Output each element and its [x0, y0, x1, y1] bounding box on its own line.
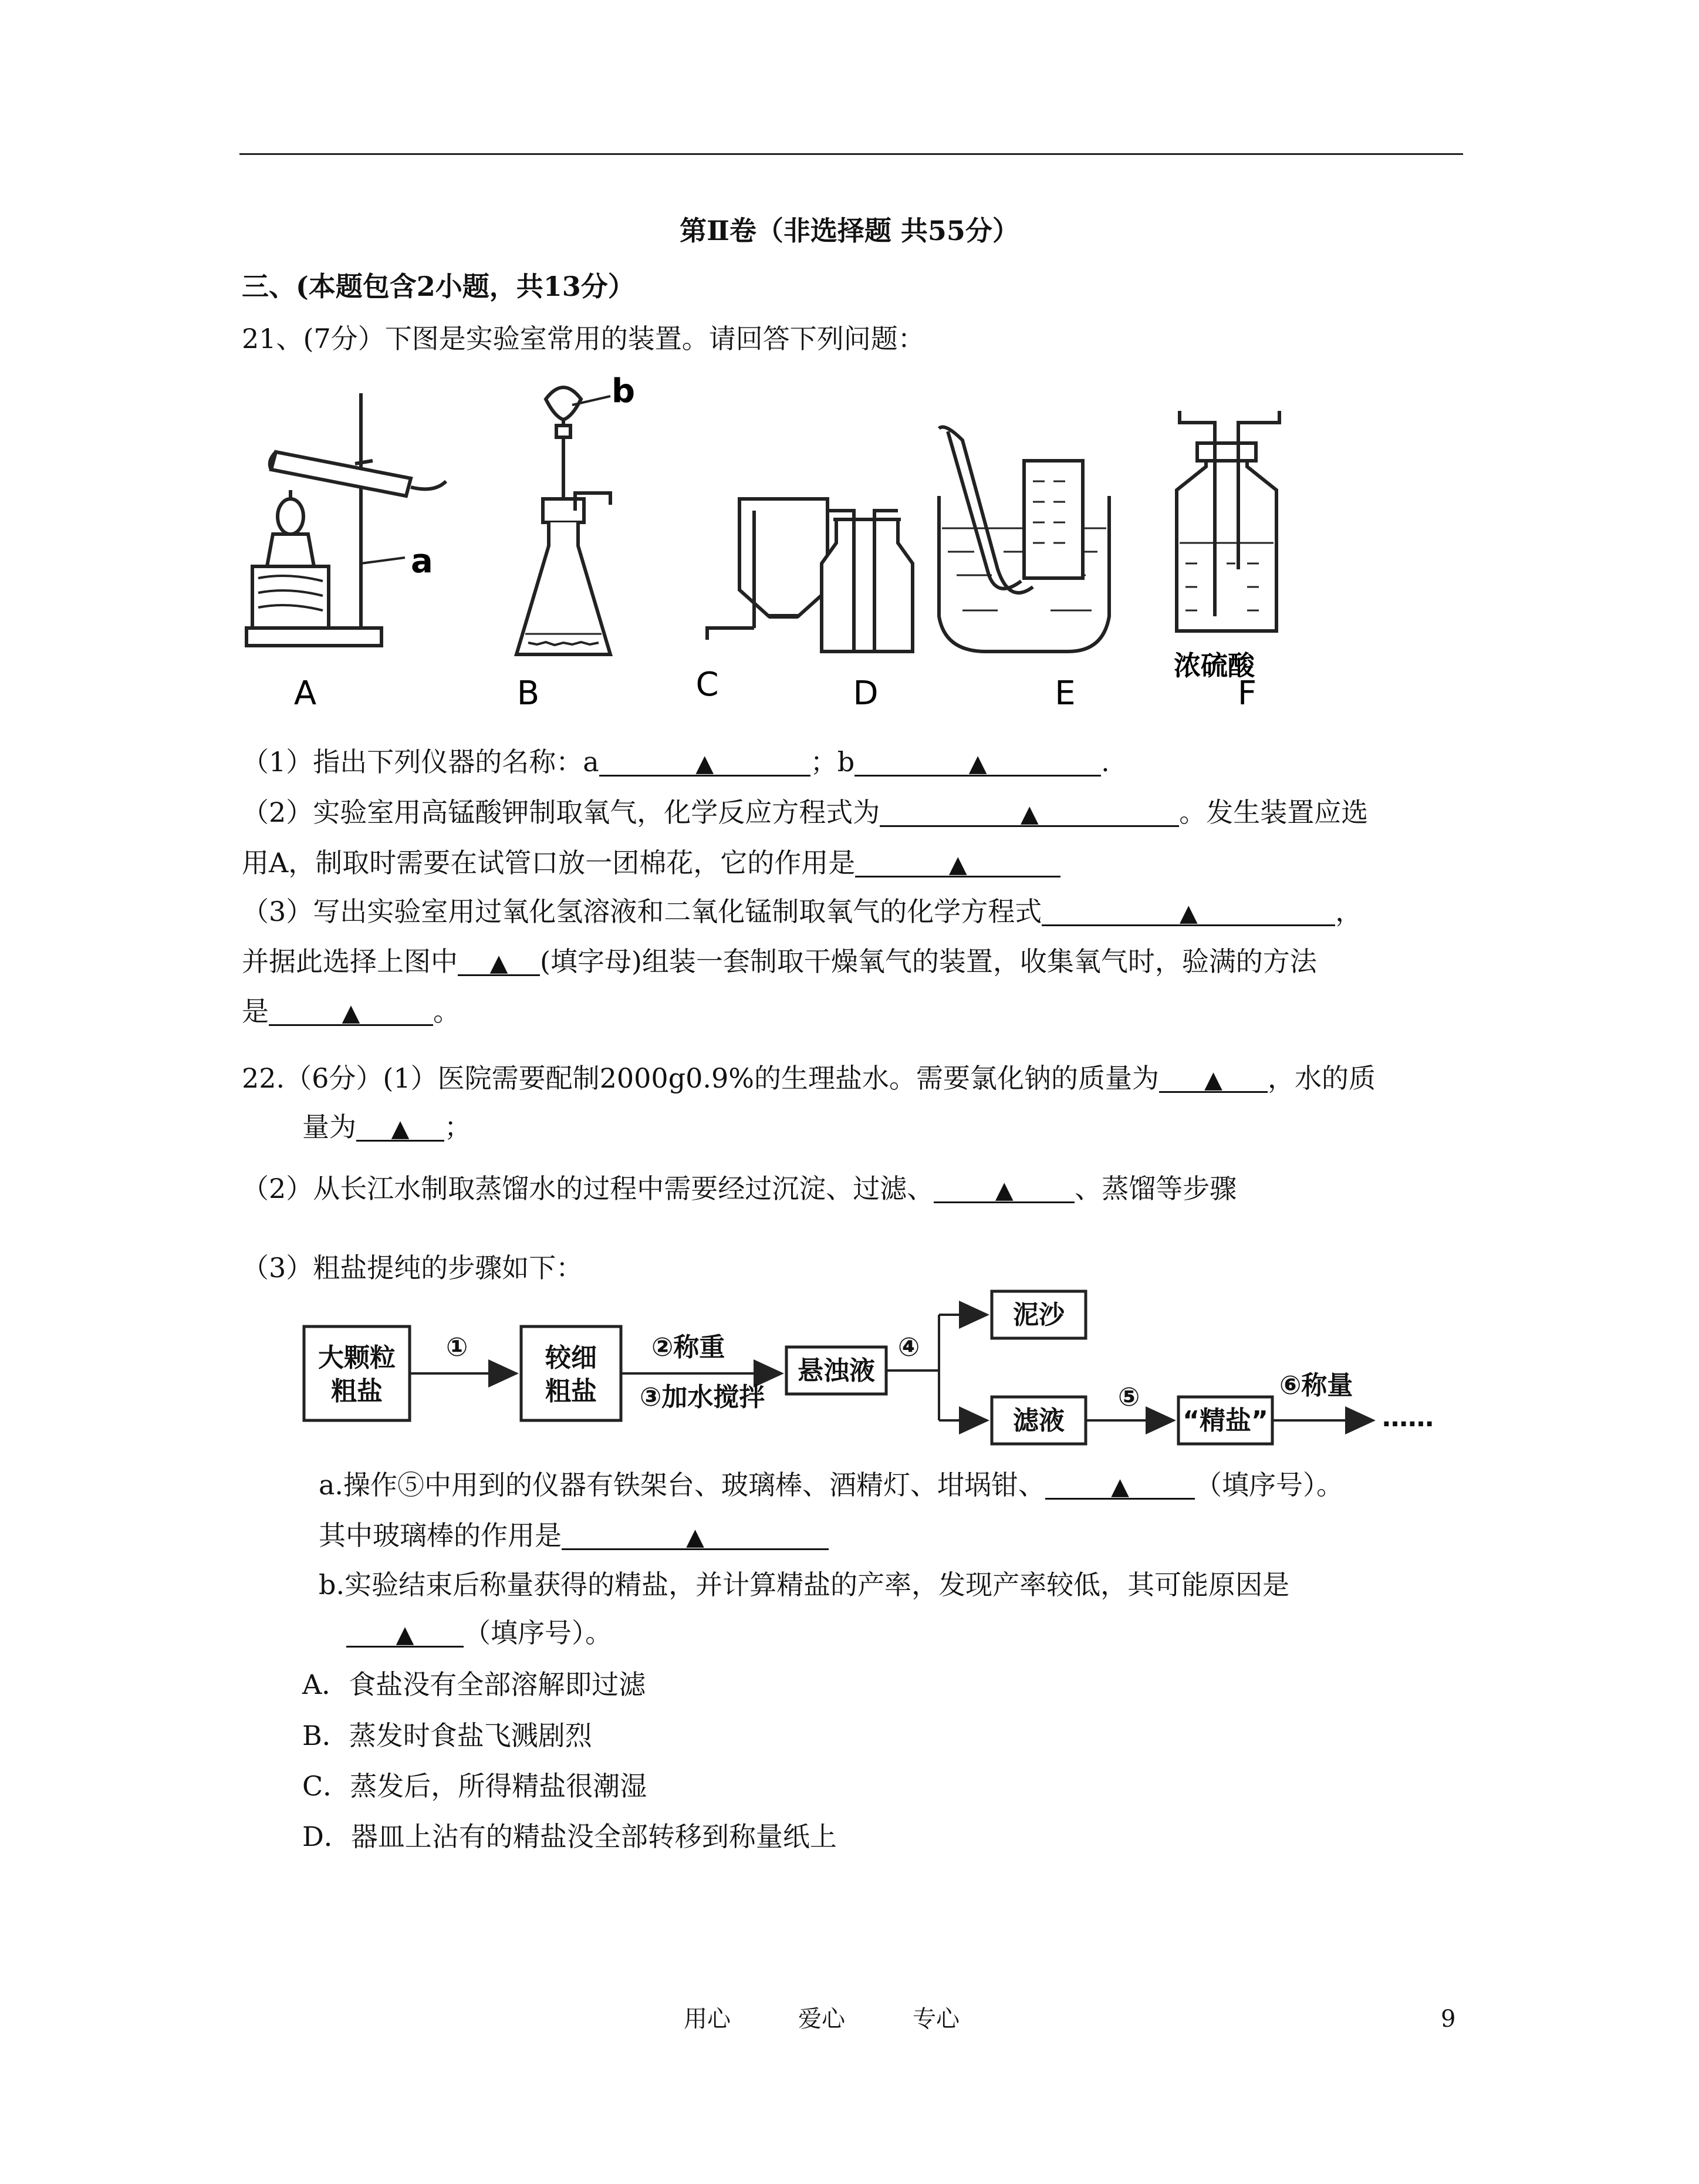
label-B: B: [516, 674, 540, 713]
answer-blank-low-yield-reason[interactable]: ▲: [346, 1615, 464, 1648]
flow-step6: ⑥称量: [1279, 1371, 1353, 1400]
apparatus-c: [707, 499, 827, 640]
flow-step4: ④: [898, 1332, 920, 1362]
flow-box3: 悬浊液: [798, 1356, 875, 1386]
answer-blank-h2o2-equation[interactable]: ▲: [1042, 894, 1335, 926]
answer-blank-instruments[interactable]: ▲: [1045, 1467, 1195, 1500]
apparatus-d: [822, 499, 913, 652]
answer-blank-kmno4-equation[interactable]: ▲: [880, 795, 1179, 827]
flow-box5: 滤液: [1013, 1406, 1065, 1436]
answer-blank-water-mass[interactable]: ▲: [356, 1109, 444, 1142]
q21-p2-line1: （2）实验室用高锰酸钾制取氧气，化学反应方程式为 ▲ 。发生装置应选: [242, 795, 1368, 830]
part3-header: 三、(本题包含2小题，共13分）: [242, 271, 635, 302]
flow-dots: ……: [1382, 1403, 1434, 1433]
q21-p2-line2: 用A，制取时需要在试管口放一团棉花，它的作用是 ▲: [242, 845, 1060, 880]
apparatus-a: [246, 393, 446, 646]
flow-step2: ②称重: [651, 1332, 725, 1362]
page-number: 9: [1441, 2006, 1456, 2033]
q21-p3-line3: 是 ▲ 。: [242, 994, 460, 1029]
q22-b-line2: ▲ （填序号）。: [346, 1615, 612, 1650]
footer-left: 用心: [684, 2006, 731, 2033]
q22-a-line2: 其中玻璃棒的作用是 ▲: [319, 1518, 829, 1553]
apparatus-figure: [235, 376, 1326, 716]
footer-right: 专心: [913, 2006, 960, 2033]
flow-box4: 泥沙: [1013, 1300, 1065, 1330]
apparatus-e: [939, 427, 1109, 652]
apparatus-f: [1177, 411, 1279, 631]
flow-box2-line1: 较细: [545, 1343, 597, 1373]
answer-blank-cotton-purpose[interactable]: ▲: [855, 845, 1060, 877]
q22-p1-line1: 22.（6分）(1）医院需要配制2000g0.9%的生理盐水。需要氯化钠的质量为 ▲ ，水的质: [242, 1061, 1376, 1096]
flow-step1: ①: [446, 1332, 468, 1362]
answer-blank-a[interactable]: ▲: [599, 744, 810, 777]
label-acid: 浓硫酸: [1174, 650, 1255, 681]
purification-flowchart: [293, 1280, 1455, 1456]
label-b: b: [612, 376, 636, 410]
q21-stem: 21、(7分）下图是实验室常用的装置。请回答下列问题：: [242, 323, 925, 355]
q22-p2: （2）从长江水制取蒸馏水的过程中需要经过沉淀、过滤、 ▲ 、蒸馏等步骤: [242, 1171, 1237, 1206]
flow-box1-line1: 大颗粒: [318, 1343, 396, 1373]
answer-blank-full-check[interactable]: ▲: [269, 994, 433, 1026]
flow-box6: “精盐”: [1183, 1406, 1268, 1436]
answer-blank-nacl-mass[interactable]: ▲: [1159, 1061, 1268, 1093]
label-D: D: [853, 674, 879, 713]
section-title: 第Ⅱ卷（非选择题 共55分）: [680, 215, 1019, 247]
q21-p3-line2: 并据此选择上图中 ▲ (填字母)组装一套制取干燥氧气的装置，收集氧气时，验满的方法: [242, 944, 1317, 979]
answer-blank-b[interactable]: ▲: [854, 744, 1101, 777]
flow-step3: ③加水搅拌: [640, 1382, 765, 1412]
label-E: E: [1055, 674, 1076, 713]
footer-mid: 爱心: [798, 2006, 845, 2033]
flow-box2-line2: 粗盐: [545, 1376, 597, 1406]
header-rule: [239, 153, 1463, 155]
flow-box-raw-salt: [304, 1326, 410, 1420]
apparatus-b: [516, 387, 610, 654]
q22-p3: （3）粗盐提纯的步骤如下：: [242, 1252, 583, 1284]
label-C: C: [695, 666, 719, 704]
label-F: F: [1237, 674, 1257, 713]
q21-p3-line1: （3）写出实验室用过氧化氢溶液和二氧化锰制取氧气的化学方程式 ▲ ，: [242, 894, 1362, 929]
q22-p1-line2: 量为 ▲ ；: [302, 1109, 471, 1145]
option-b: B．蒸发时食盐飞溅剧烈: [302, 1720, 592, 1751]
q22-a-line1: a.操作⑤中用到的仪器有铁架台、玻璃棒、酒精灯、坩埚钳、 ▲ （填序号）。: [319, 1467, 1343, 1503]
answer-blank-glass-rod-role[interactable]: ▲: [562, 1518, 829, 1550]
option-c: C．蒸发后，所得精盐很潮湿: [302, 1770, 647, 1802]
flow-box1-line2: 粗盐: [331, 1376, 383, 1406]
answer-blank-purification-step[interactable]: ▲: [934, 1171, 1075, 1203]
label-a: a: [411, 542, 433, 580]
answer-blank-apparatus-letters[interactable]: ▲: [458, 944, 540, 976]
label-A: A: [293, 674, 317, 713]
flow-box-fine-salt: [521, 1326, 621, 1420]
option-d: D．器皿上沾有的精盐没全部转移到称量纸上: [302, 1821, 837, 1852]
q21-p1: （1）指出下列仪器的名称：a ▲ ；b ▲ .: [242, 744, 1110, 779]
option-a: A．食盐没有全部溶解即过滤: [302, 1669, 646, 1700]
flow-step5: ⑤: [1118, 1382, 1140, 1412]
q22-b-line1: b.实验结束后称量获得的精盐，并计算精盐的产率，发现产率较低，其可能原因是: [319, 1569, 1290, 1601]
